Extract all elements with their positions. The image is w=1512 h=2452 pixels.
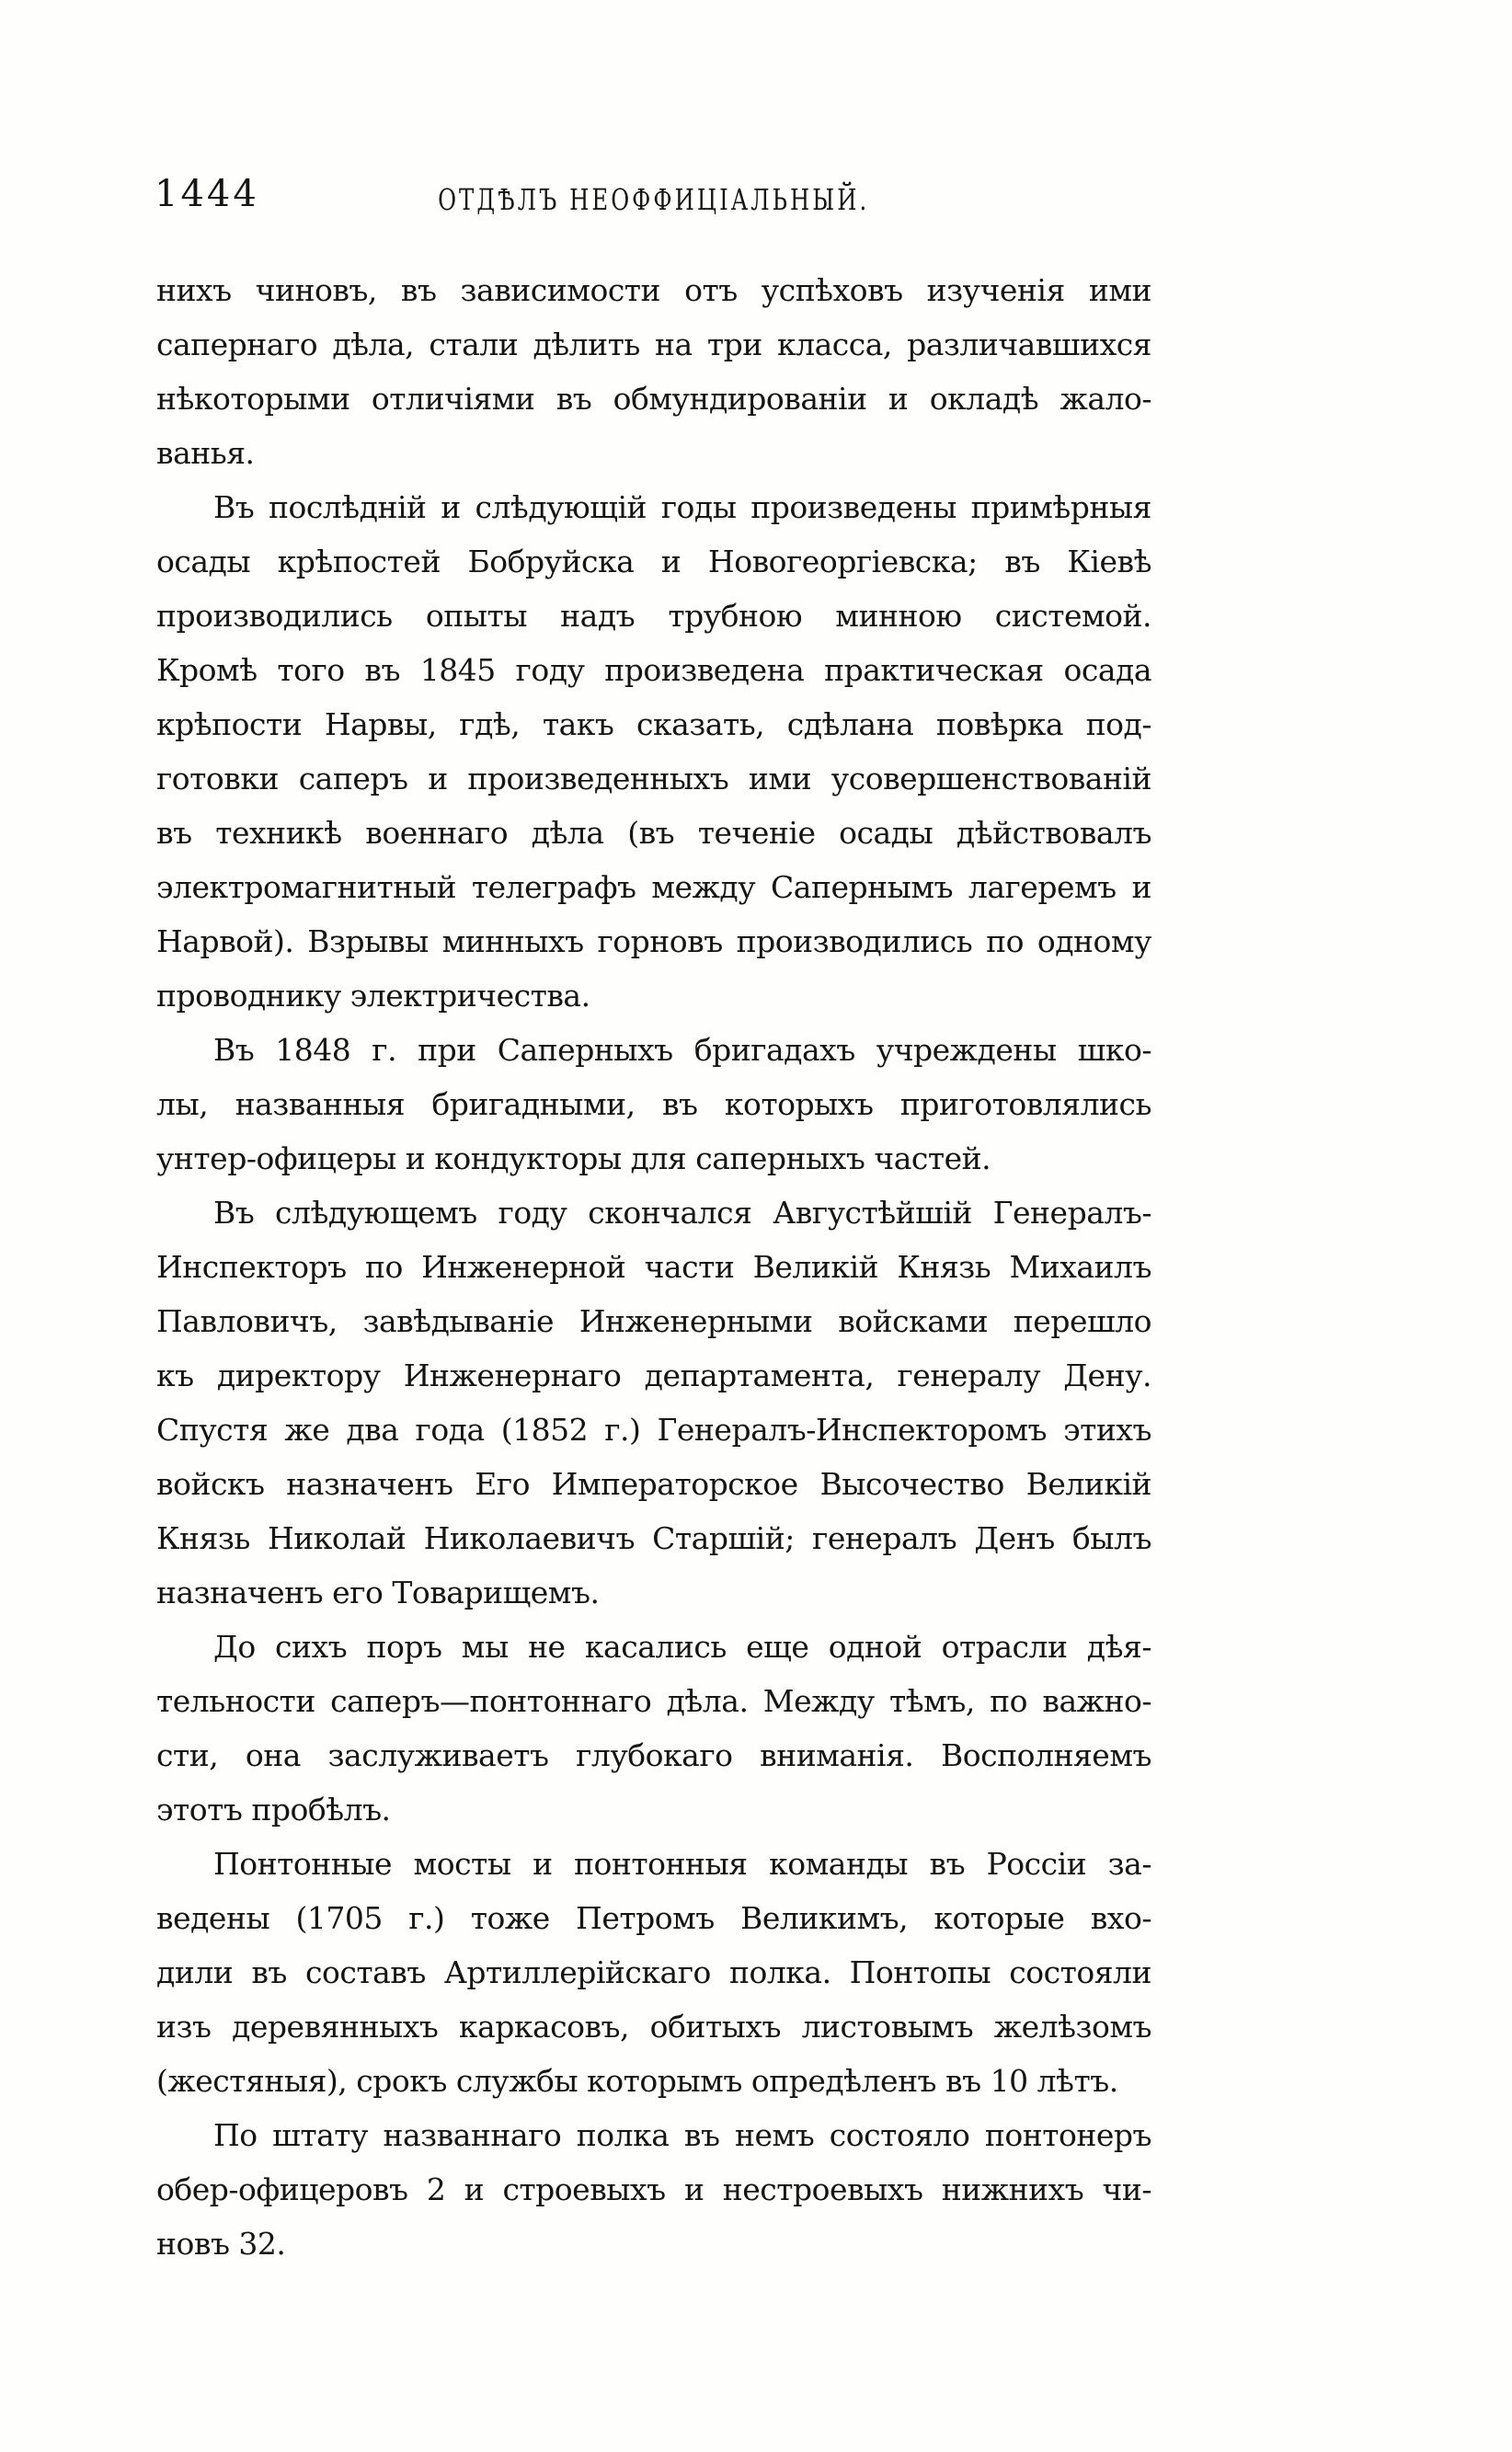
paragraph bbox=[156, 1620, 1151, 1837]
text-line: (жестяныя), срокъ службы которымъ опредѣленъ въ 10 лѣтъ. bbox=[156, 2063, 1118, 2099]
text-line: электромагнитный телеграфъ между Сапернымъ лагеремъ и bbox=[156, 869, 1151, 905]
paragraph bbox=[156, 2108, 1151, 2271]
text-line: новъ 32. bbox=[156, 2226, 286, 2262]
text-line: въ техникѣ военнаго дѣла (въ теченіе осады дѣйствовалъ bbox=[156, 815, 1151, 851]
text-line: Нарвой). Взрывы минныхъ горновъ производились по одному bbox=[156, 923, 1151, 959]
text-line: сти, она заслуживаетъ глубокаго вниманія. Восполняемъ bbox=[156, 1737, 1151, 1773]
text-line: войскъ назначенъ Его Императорское Высочество Великій bbox=[156, 1466, 1151, 1502]
text-line: проводнику электричества. bbox=[156, 978, 590, 1014]
text-line: Павловичъ, завѣдываніе Инженерными войсками перешло bbox=[156, 1303, 1151, 1339]
text-line: тельности саперъ—понтоннаго дѣла. Между тѣмъ, по важно- bbox=[156, 1683, 1151, 1719]
text-column bbox=[156, 263, 1151, 2271]
page-header bbox=[0, 0, 1512, 230]
text-line: Кромѣ того въ 1845 году произведена практическая осада bbox=[156, 652, 1151, 688]
text-line: ведены (1705 г.) тоже Петромъ Великимъ, которые вхо- bbox=[156, 1900, 1151, 1936]
text-line: унтер-офицеры и кондукторы для саперныхъ частей. bbox=[156, 1140, 991, 1176]
paragraph bbox=[156, 263, 1151, 480]
text-line: нѣкоторыми отличіями въ обмундированіи и окладѣ жало- bbox=[156, 381, 1151, 417]
text-line: сапернаго дѣла, стали дѣлить на три класса, различавшихся bbox=[156, 327, 1151, 362]
running-title-text: ОТДѢЛЪ НЕОФФИЦІАЛЬНЫЙ. bbox=[438, 182, 870, 217]
text-line: этотъ пробѣлъ. bbox=[156, 1792, 391, 1828]
text-line: ванья. bbox=[156, 435, 255, 471]
running-title bbox=[156, 182, 1151, 217]
text-line: крѣпости Нарвы, гдѣ, такъ сказать, сдѣлана повѣрка под- bbox=[156, 706, 1151, 742]
text-line: Въ послѣдній и слѣдующій годы произведены примѣрныя bbox=[213, 489, 1151, 525]
text-line: Понтонные мосты и понтонныя команды въ Россіи за- bbox=[213, 1846, 1151, 1882]
text-line: обер-офицеровъ 2 и строевыхъ и нестроевыхъ нижнихъ чи- bbox=[156, 2171, 1151, 2207]
page-number: 1444 bbox=[155, 173, 259, 215]
text-line: Спустя же два года (1852 г.) Генералъ-Инспекторомъ этихъ bbox=[156, 1412, 1151, 1448]
text-line: Князь Николай Николаевичъ Старшій; генералъ Денъ былъ bbox=[156, 1520, 1151, 1556]
text-line: изъ деревянныхъ каркасовъ, обитыхъ листовымъ желѣзомъ bbox=[156, 2009, 1151, 2045]
paragraph bbox=[156, 1023, 1151, 1186]
text-line: Въ 1848 г. при Саперныхъ бригадахъ учреждены шко- bbox=[213, 1032, 1151, 1068]
text-line: Инспекторъ по Инженерной части Великій Князь Михаилъ bbox=[156, 1249, 1151, 1285]
text-line: дили въ составъ Артиллерійскаго полка. Понтопы состояли bbox=[156, 1954, 1151, 1990]
text-line: Въ слѣдующемъ году скончался Августѣйшій Генералъ- bbox=[213, 1195, 1151, 1231]
text-line: До сихъ поръ мы не касались еще одной отрасли дѣя- bbox=[213, 1629, 1151, 1665]
text-line: къ директору Инженернаго департамента, генералу Дену. bbox=[156, 1358, 1151, 1393]
text-line: нихъ чиновъ, въ зависимости отъ успѣховъ изученія ими bbox=[156, 272, 1151, 308]
text-line: лы, названныя бригадными, въ которыхъ приготовлялись bbox=[156, 1086, 1151, 1122]
text-line: По штату названнаго полка въ немъ состояло понтонеръ bbox=[213, 2117, 1151, 2153]
text-line: производились опыты надъ трубною минною системой. bbox=[156, 598, 1151, 634]
paragraph bbox=[156, 480, 1151, 1023]
paragraph bbox=[156, 1837, 1151, 2108]
paragraph bbox=[156, 1186, 1151, 1620]
text-line: осады крѣпостей Бобруйска и Новогеоргіевска; въ Кіевѣ bbox=[156, 544, 1151, 579]
text-line: назначенъ его Товарищемъ. bbox=[156, 1575, 600, 1610]
text-line: готовки саперъ и произведенныхъ ими усовершенствованій bbox=[156, 761, 1151, 796]
